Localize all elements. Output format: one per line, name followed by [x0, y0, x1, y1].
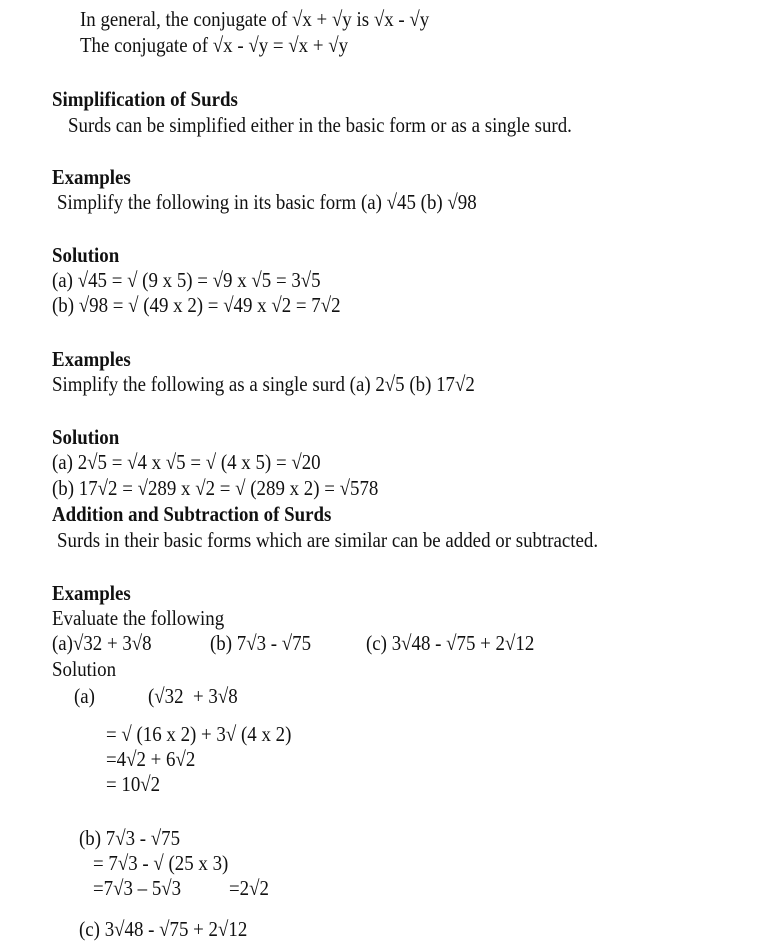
simplification-heading: Simplification of Surds — [52, 87, 238, 111]
part-b-step-2: =7√3 – 5√3 — [93, 876, 182, 900]
solution-heading-2: Solution — [52, 425, 120, 449]
addition-subtraction-intro: Surds in their basic forms which are similar can be added or subtracted. — [57, 528, 599, 552]
example-3-prompt: Evaluate the following — [52, 606, 225, 630]
addition-subtraction-heading: Addition and Subtraction of Surds — [52, 502, 332, 526]
examples-heading-3: Examples — [52, 581, 131, 605]
examples-heading-1: Examples — [52, 165, 131, 189]
part-b-expression: (b) 7√3 - √75 — [79, 826, 181, 850]
part-a-expression: (√32 + 3√8 — [148, 684, 238, 708]
example-3-item-a: (a)√32 + 3√8 — [52, 631, 152, 655]
solution-heading-3: Solution — [52, 657, 117, 681]
example-3-item-b: (b) 7√3 - √75 — [210, 631, 312, 655]
part-a-step-2: =4√2 + 6√2 — [106, 747, 196, 771]
conjugate-general-line: In general, the conjugate of √x + √y is √x - √y — [80, 7, 430, 31]
solution-2-step-a: (a) 2√5 = √4 x √5 = √ (4 x 5) = √20 — [52, 450, 321, 474]
part-b-step-3: =2√2 — [229, 876, 269, 900]
example-3-item-c: (c) 3√48 - √75 + 2√12 — [366, 631, 535, 655]
part-a-step-1: = √ (16 x 2) + 3√ (4 x 2) — [106, 722, 292, 746]
conjugate-example-line: The conjugate of √x - √y = √x + √y — [80, 33, 349, 57]
solution-heading-1: Solution — [52, 243, 120, 267]
simplification-intro: Surds can be simplified either in the basic form or as a single surd. — [68, 113, 572, 137]
example-1-prompt: Simplify the following in its basic form (a) √45 (b) √98 — [57, 190, 477, 214]
example-2-prompt: Simplify the following as a single surd (a) 2√5 (b) 17√2 — [52, 372, 475, 396]
part-a-step-3: = 10√2 — [106, 772, 161, 796]
solution-1-step-b: (b) √98 = √ (49 x 2) = √49 x √2 = 7√2 — [52, 293, 341, 317]
solution-1-step-a: (a) √45 = √ (9 x 5) = √9 x √5 = 3√5 — [52, 268, 321, 292]
examples-heading-2: Examples — [52, 347, 131, 371]
part-c-expression: (c) 3√48 - √75 + 2√12 — [79, 917, 248, 941]
solution-2-step-b: (b) 17√2 = √289 x √2 = √ (289 x 2) = √578 — [52, 476, 379, 500]
part-b-step-1: = 7√3 - √ (25 x 3) — [93, 851, 229, 875]
part-a-label: (a) — [74, 684, 95, 708]
